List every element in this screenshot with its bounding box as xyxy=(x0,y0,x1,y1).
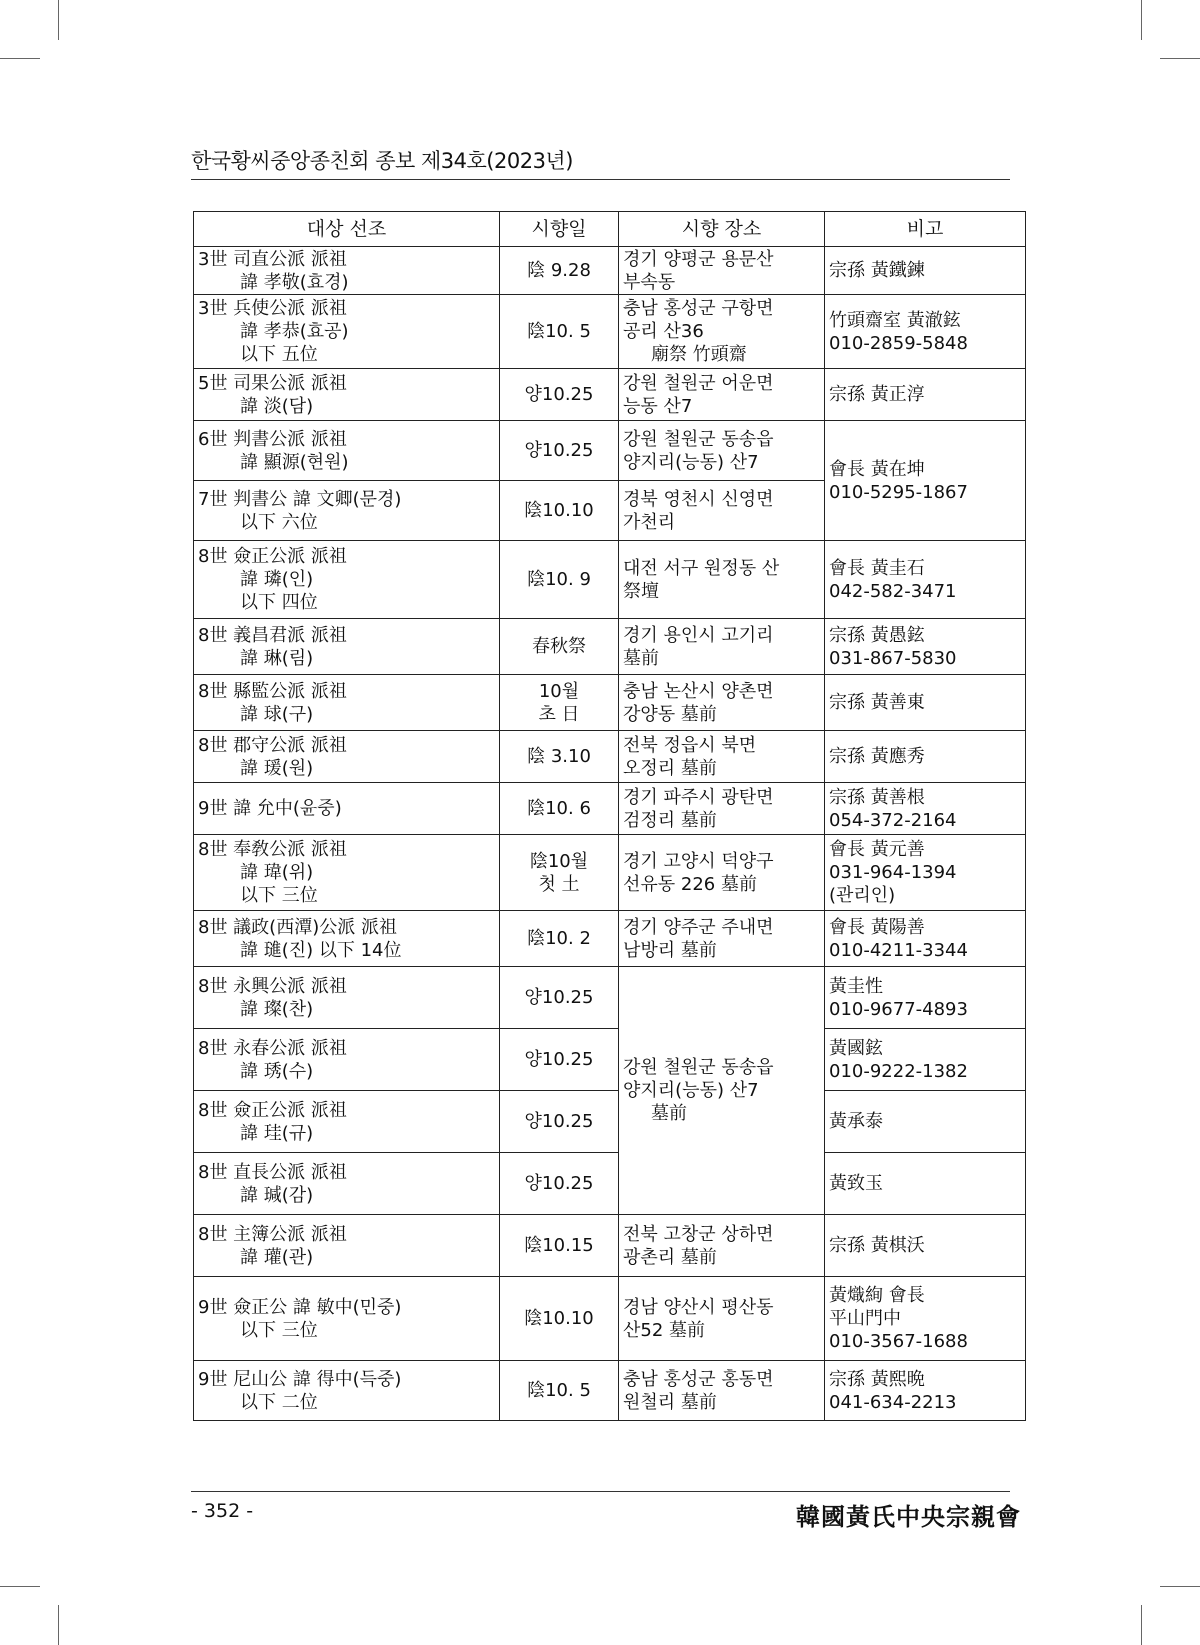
place-cell xyxy=(619,295,825,369)
place-line: 경남 양산시 평산동 xyxy=(623,1296,774,1318)
place-line: 경기 고양시 덕양구 xyxy=(623,850,774,872)
ancestor-line: 9世 僉正公 諱 敏中(민중) xyxy=(198,1296,402,1318)
ancestor-line: 8世 永興公派 派祖 xyxy=(198,975,347,997)
date-line: 첫 土 xyxy=(538,873,580,895)
ancestor-line: 8世 永春公派 派祖 xyxy=(198,1037,347,1059)
crop-mark xyxy=(58,0,59,40)
ancestor-cell xyxy=(194,295,500,369)
table-row xyxy=(194,675,1026,731)
note-line: 會長 黃元善 xyxy=(829,839,925,860)
date-line: 陰10. 5 xyxy=(527,1380,591,1401)
ancestor-cell xyxy=(194,967,500,1029)
table-row xyxy=(194,1215,1026,1277)
ancestor-cell xyxy=(194,541,500,619)
note-line: 010-9677-4893 xyxy=(829,998,968,1020)
ancestor-line: 諱 珪(규) xyxy=(240,1122,314,1144)
place-cell xyxy=(619,783,825,835)
ancestor-cell xyxy=(194,247,500,295)
date-cell xyxy=(500,295,619,369)
ancestor-line: 諱 璨(찬) xyxy=(240,998,314,1020)
table-row xyxy=(194,783,1026,835)
date-cell xyxy=(500,369,619,421)
ancestor-cell xyxy=(194,1215,500,1277)
ancestor-line: 諱 瑗(원) xyxy=(240,757,314,779)
ancestor-line: 以下 三位 xyxy=(240,1319,318,1341)
date-cell xyxy=(500,481,619,541)
crop-mark xyxy=(1141,0,1142,40)
place-cell xyxy=(619,967,825,1215)
date-cell xyxy=(500,1361,619,1421)
table-row xyxy=(194,247,1026,295)
crop-mark xyxy=(1160,58,1200,59)
note-line: 010-3567-1688 xyxy=(829,1331,968,1352)
ancestor-cell xyxy=(194,783,500,835)
date-line: 陰 9.28 xyxy=(527,260,591,281)
ancestor-line: 諱 瑊(감) xyxy=(240,1184,314,1206)
date-cell xyxy=(500,1215,619,1277)
footer-rule xyxy=(191,1491,1010,1492)
page-number: - 352 - xyxy=(191,1500,254,1522)
column-header: 대상 선조 xyxy=(194,212,500,247)
note-line: 竹頭齋室 黃澈鉉 xyxy=(829,309,961,331)
note-line: 宗孫 黃棋沃 xyxy=(829,1235,925,1256)
organization-logo: 韓國黃氏中央宗親會 xyxy=(796,1502,1021,1531)
table-row xyxy=(194,1277,1026,1361)
place-line: 산52 墓前 xyxy=(623,1319,706,1341)
note-line: 宗孫 黃應秀 xyxy=(829,746,925,767)
table-row xyxy=(194,619,1026,675)
note-line: 宗孫 黃正淳 xyxy=(829,384,925,405)
place-line: 전북 고창군 상하면 xyxy=(623,1223,774,1245)
ancestor-line: 以下 二位 xyxy=(240,1391,318,1413)
date-line: 10월 xyxy=(538,680,580,702)
note-line: 宗孫 黃愚鉉 xyxy=(829,624,925,646)
place-line: 강원 철원군 동송읍 xyxy=(623,428,774,450)
ancestor-cell xyxy=(194,675,500,731)
note-cell xyxy=(825,911,1026,967)
note-cell xyxy=(825,783,1026,835)
date-line: 초 日 xyxy=(538,703,580,725)
ancestor-cell xyxy=(194,1091,500,1153)
crop-mark xyxy=(0,1586,40,1587)
ancestor-cell xyxy=(194,1277,500,1361)
note-line: 031-964-1394 xyxy=(829,862,957,883)
place-line: 양지리(능동) 산7 xyxy=(623,451,759,473)
place-line: 경기 양평군 용문산 xyxy=(623,248,774,270)
place-line: 강원 철원군 어운면 xyxy=(623,372,774,394)
ancestor-line: 諱 瑋(위) xyxy=(240,862,314,883)
note-line: 010-2859-5848 xyxy=(829,332,968,354)
place-line: 경북 영천시 신영면 xyxy=(623,488,774,510)
column-header: 시향 장소 xyxy=(619,212,825,247)
date-line: 양10.25 xyxy=(524,1173,594,1194)
place-line: 경기 파주시 광탄면 xyxy=(623,786,774,808)
date-cell xyxy=(500,731,619,783)
place-cell xyxy=(619,369,825,421)
ancestor-line: 8世 僉正公派 派祖 xyxy=(198,1099,347,1121)
ancestor-line: 3世 司直公派 派祖 xyxy=(198,248,347,270)
note-line: 054-372-2164 xyxy=(829,809,957,831)
note-line: 宗孫 黃鐵鍊 xyxy=(829,260,925,281)
date-line: 陰10.10 xyxy=(524,1308,594,1329)
crop-mark xyxy=(58,1605,59,1645)
note-cell xyxy=(825,541,1026,619)
date-line: 양10.25 xyxy=(524,1111,594,1132)
ancestor-cell xyxy=(194,835,500,911)
note-line: 黃承泰 xyxy=(829,1111,883,1132)
note-cell xyxy=(825,675,1026,731)
ancestor-line: 6世 判書公派 派祖 xyxy=(198,428,347,450)
table-row xyxy=(194,967,1026,1029)
ancestor-cell xyxy=(194,369,500,421)
place-line: 공리 산36 xyxy=(623,321,704,342)
place-line: 경기 용인시 고기리 xyxy=(623,624,774,646)
place-line: 충남 논산시 양촌면 xyxy=(623,680,774,702)
note-cell xyxy=(825,1215,1026,1277)
place-cell xyxy=(619,731,825,783)
ancestor-line: 9世 諱 允中(윤중) xyxy=(198,798,342,819)
table-row xyxy=(194,1091,1026,1153)
place-line: 대전 서구 원정동 산 xyxy=(623,557,780,579)
note-line: 010-9222-1382 xyxy=(829,1060,968,1082)
date-line: 양10.25 xyxy=(524,440,594,461)
ancestor-cell xyxy=(194,731,500,783)
date-cell xyxy=(500,247,619,295)
note-cell xyxy=(825,1153,1026,1215)
ancestor-line: 諱 璘(인) xyxy=(240,569,314,590)
note-line: 宗孫 黃善根 xyxy=(829,786,925,808)
date-cell xyxy=(500,541,619,619)
place-cell xyxy=(619,247,825,295)
date-cell xyxy=(500,619,619,675)
ancestor-line: 以下 五位 xyxy=(240,344,318,365)
note-line: 會長 黃在坤 xyxy=(829,458,925,480)
place-cell xyxy=(619,1361,825,1421)
note-cell xyxy=(825,1091,1026,1153)
date-line: 陰10. 2 xyxy=(527,928,591,949)
ancestor-line: 以下 四位 xyxy=(240,592,318,613)
note-line: 010-5295-1867 xyxy=(829,481,968,503)
note-cell xyxy=(825,421,1026,541)
ancestor-line: 8世 郡守公派 派祖 xyxy=(198,734,347,756)
place-line: 廟祭 竹頭齋 xyxy=(651,344,747,365)
crop-mark xyxy=(1160,1586,1200,1587)
date-line: 春秋祭 xyxy=(532,636,586,657)
place-line: 강양동 墓前 xyxy=(623,703,717,725)
place-line: 양지리(능동) 산7 xyxy=(623,1080,759,1101)
date-cell xyxy=(500,1091,619,1153)
date-cell xyxy=(500,1153,619,1215)
ancestor-line: 諱 琳(림) xyxy=(240,647,314,669)
place-cell xyxy=(619,1277,825,1361)
note-cell xyxy=(825,619,1026,675)
ancestor-line: 8世 縣監公派 派祖 xyxy=(198,680,347,702)
place-line: 검정리 墓前 xyxy=(623,809,717,831)
note-cell xyxy=(825,369,1026,421)
place-cell xyxy=(619,541,825,619)
ancestor-line: 8世 直長公派 派祖 xyxy=(198,1161,347,1183)
table-row xyxy=(194,295,1026,369)
ancestor-line: 諱 球(구) xyxy=(240,703,314,725)
note-line: (관리인) xyxy=(829,885,896,906)
note-cell xyxy=(825,1277,1026,1361)
place-line: 오정리 墓前 xyxy=(623,757,717,779)
ancestor-cell xyxy=(194,911,500,967)
memorial-rite-table xyxy=(193,211,1026,1421)
note-line: 黃國鉉 xyxy=(829,1037,883,1059)
note-line: 黃圭性 xyxy=(829,975,883,997)
ancestor-line: 9世 尼山公 諱 得中(득중) xyxy=(198,1368,402,1390)
ancestor-cell xyxy=(194,1029,500,1091)
place-line: 墓前 xyxy=(623,647,659,669)
ancestor-line: 8世 議政(西潭)公派 派祖 xyxy=(198,916,397,938)
date-cell xyxy=(500,1277,619,1361)
note-cell xyxy=(825,1361,1026,1421)
date-cell xyxy=(500,835,619,911)
date-line: 陰10. 5 xyxy=(527,321,591,342)
ancestor-line: 3世 兵使公派 派祖 xyxy=(198,298,347,319)
date-cell xyxy=(500,911,619,967)
ancestor-line: 8世 僉正公派 派祖 xyxy=(198,546,347,567)
date-line: 양10.25 xyxy=(524,1049,594,1070)
note-line: 會長 黃圭石 xyxy=(829,557,925,579)
ancestor-line: 以下 六位 xyxy=(240,511,318,533)
ancestor-line: 諱 琇(수) xyxy=(240,1060,314,1082)
note-cell xyxy=(825,1029,1026,1091)
crop-mark xyxy=(0,58,40,59)
place-line: 전북 정읍시 북면 xyxy=(623,734,757,756)
table-row xyxy=(194,1361,1026,1421)
header-rule xyxy=(191,179,1010,180)
crop-mark xyxy=(1141,1605,1142,1645)
ancestor-line: 5世 司果公派 派祖 xyxy=(198,372,347,394)
ancestor-cell xyxy=(194,1361,500,1421)
date-line: 陰10. 6 xyxy=(527,798,591,819)
ancestor-cell xyxy=(194,619,500,675)
ancestor-line: 8世 奉敎公派 派祖 xyxy=(198,839,347,860)
place-line: 강원 철원군 동송읍 xyxy=(623,1057,774,1078)
place-line: 선유동 226 墓前 xyxy=(623,873,757,895)
ancestor-line: 諱 顯源(현원) xyxy=(240,451,349,473)
note-cell xyxy=(825,247,1026,295)
table-row xyxy=(194,369,1026,421)
place-cell xyxy=(619,619,825,675)
date-cell xyxy=(500,783,619,835)
date-cell xyxy=(500,1029,619,1091)
page-header-title: 한국황씨중앙종친회 종보 제34호(2023년) xyxy=(191,149,573,173)
note-cell xyxy=(825,731,1026,783)
ancestor-cell xyxy=(194,1153,500,1215)
note-line: 031-867-5830 xyxy=(829,647,957,669)
note-cell xyxy=(825,295,1026,369)
place-cell xyxy=(619,1215,825,1277)
date-line: 陰10. 9 xyxy=(527,569,591,590)
ancestor-line: 以下 三位 xyxy=(240,885,318,906)
place-line: 충남 홍성군 구항면 xyxy=(623,298,774,319)
ancestor-line: 諱 孝恭(효공) xyxy=(240,321,349,342)
note-line: 宗孫 黃熙晩 xyxy=(829,1368,925,1390)
note-line: 宗孫 黃善東 xyxy=(829,692,925,713)
ancestor-line: 7世 判書公 諱 文卿(문경) xyxy=(198,488,402,510)
date-cell xyxy=(500,421,619,481)
ancestor-cell xyxy=(194,481,500,541)
place-line: 祭壇 xyxy=(623,580,659,602)
note-line: 041-634-2213 xyxy=(829,1391,957,1413)
place-line: 능동 산7 xyxy=(623,395,693,417)
place-line: 부속동 xyxy=(623,271,676,293)
ancestor-line: 諱 淡(담) xyxy=(240,395,314,417)
table-row xyxy=(194,421,1026,481)
place-line: 광촌리 墓前 xyxy=(623,1246,717,1268)
place-line: 원철리 墓前 xyxy=(623,1391,717,1413)
place-line: 남방리 墓前 xyxy=(623,939,717,961)
ancestor-line: 諱 璡(진) 以下 14位 xyxy=(240,939,402,961)
table-row xyxy=(194,911,1026,967)
table-row xyxy=(194,731,1026,783)
date-line: 양10.25 xyxy=(524,987,594,1008)
ancestor-line: 8世 義昌君派 派祖 xyxy=(198,624,347,646)
table-row xyxy=(194,1029,1026,1091)
ancestor-line: 8世 主簿公派 派祖 xyxy=(198,1223,347,1245)
date-line: 陰10.15 xyxy=(524,1235,594,1256)
table-row xyxy=(194,541,1026,619)
place-cell xyxy=(619,835,825,911)
date-cell xyxy=(500,675,619,731)
date-line: 陰10월 xyxy=(529,850,589,872)
table-row xyxy=(194,1153,1026,1215)
place-line: 가천리 xyxy=(623,511,676,533)
ancestor-line: 諱 孝敬(효경) xyxy=(240,271,349,293)
place-cell xyxy=(619,675,825,731)
place-cell xyxy=(619,911,825,967)
place-line: 墓前 xyxy=(651,1103,687,1124)
date-cell xyxy=(500,967,619,1029)
table-header-row xyxy=(194,212,1026,247)
date-line: 陰 3.10 xyxy=(527,746,591,767)
place-line: 경기 양주군 주내면 xyxy=(623,916,774,938)
place-cell xyxy=(619,421,825,481)
date-line: 양10.25 xyxy=(524,384,594,405)
note-cell xyxy=(825,835,1026,911)
note-line: 黃熾絢 會長 xyxy=(829,1285,925,1306)
note-line: 042-582-3471 xyxy=(829,580,957,602)
place-cell xyxy=(619,481,825,541)
note-line: 會長 黃陽善 xyxy=(829,916,925,938)
note-cell xyxy=(825,967,1026,1029)
place-line: 충남 홍성군 홍동면 xyxy=(623,1368,774,1390)
column-header: 시향일 xyxy=(500,212,619,247)
ancestor-line: 諱 瓘(관) xyxy=(240,1246,314,1268)
note-line: 黃致玉 xyxy=(829,1173,883,1194)
date-line: 陰10.10 xyxy=(524,500,594,521)
column-header: 비고 xyxy=(825,212,1026,247)
ancestor-cell xyxy=(194,421,500,481)
note-line: 010-4211-3344 xyxy=(829,939,968,961)
table-row xyxy=(194,835,1026,911)
note-line: 平山門中 xyxy=(829,1308,901,1329)
